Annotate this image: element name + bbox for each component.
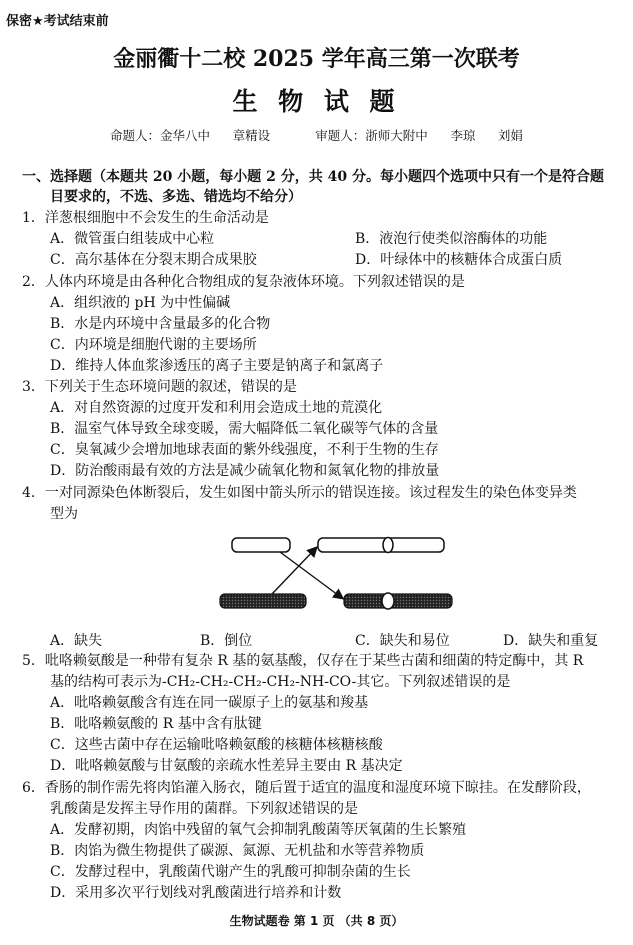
q4-stem: 4．一对同源染色体断裂后，发生如图中箭头所示的错误连接。该过程发生的染色体变异类: [22, 485, 577, 501]
arrow-up: [272, 548, 316, 594]
q3-option-a: A．对自然资源的过度开发和利用会造成土地的荒漠化: [50, 400, 383, 416]
section-heading-cont: 目要求的，不选、多选、错选均不给分）: [50, 189, 302, 205]
q4-option-b: B．倒位: [200, 633, 253, 649]
q1-option-a: A．微管蛋白组装成中心粒: [50, 231, 215, 247]
q1-stem: 1．洋葱根细胞中不会发生的生命活动是: [22, 210, 269, 226]
q5-option-d: D．吡咯赖氨酸与甘氨酸的亲疏水性差异主要由 R 基决定: [50, 758, 403, 774]
q2-stem: 2．人体内环境是由各种化合物组成的复杂液体环境。下列叙述错误的是: [22, 274, 465, 290]
lower-centromere: [382, 593, 394, 609]
q3-option-c: C．臭氧减少会增加地球表面的紫外线强度，不利于生物的生存: [50, 442, 439, 458]
q1-option-b: B．液泡行使类似溶酶体的功能: [355, 231, 548, 247]
upper-chromosome-left-fragment: [232, 538, 290, 552]
q5-option-a: A．吡咯赖氨酸含有连在同一碳原子上的氨基和羧基: [50, 695, 369, 711]
confidential-label: 保密★考试结束前: [6, 14, 109, 29]
chromosome-diagram: [210, 530, 460, 620]
section-heading: 一、选择题（本题共 20 小题，每小题 2 分，共 40 分。每小题四个选项中只有一个是符合题: [22, 169, 604, 185]
q3-option-b: B．温室气体导致全球变暖，需大幅降低二氧化碳等气体的含量: [50, 421, 439, 437]
q6-stem-cont: 乳酸菌是发挥主导作用的菌群。下列叙述错误的是: [50, 801, 358, 817]
page-subtitle: 生 物 试 题: [232, 87, 401, 116]
q4-option-c: C．缺失和易位: [355, 633, 450, 649]
q2-option-b: B．水是内环境中含量最多的化合物: [50, 316, 271, 332]
q2-option-c: C．内环境是细胞代谢的主要场所: [50, 337, 257, 353]
q6-option-d: D．采用多次平行划线对乳酸菌进行培养和计数: [50, 885, 342, 901]
q5-stem: 5．吡咯赖氨酸是一种带有复杂 R 基的氨基酸，仅存在于某些古菌和细菌的特定酶中，其 R: [22, 653, 584, 669]
q6-stem: 6．香肠的制作需先将肉馅灌入肠衣，随后置于适宜的温度和湿度环境下晾挂。在发酵阶段，: [22, 780, 591, 796]
q6-option-b: B．肉馅为微生物提供了碳源、氮源、无机盐和水等营养物质: [50, 843, 425, 859]
q2-option-d: D．维持人体血浆渗透压的离子主要是钠离子和氯离子: [50, 358, 384, 374]
lower-chromosome-left-fragment: [220, 594, 306, 608]
q1-option-d: D．叶绿体中的核糖体合成蛋白质: [355, 252, 563, 268]
page-footer: 生物试题卷 第 1 页 （共 8 页）: [229, 914, 404, 928]
lower-chromosome-right-fragment: [344, 594, 452, 608]
q4-option-d: D．缺失和重复: [503, 633, 599, 649]
q5-option-c: C．这些古菌中存在运输吡咯赖氨酸的核糖体核糖核酸: [50, 737, 383, 753]
upper-centromere: [383, 538, 393, 553]
q6-option-c: C．发酵过程中，乳酸菌代谢产生的乳酸可抑制杂菌的生长: [50, 864, 411, 880]
q6-option-a: A．发酵初期，肉馅中残留的氧气会抑制乳酸菌等厌氧菌的生长繁殖: [50, 822, 467, 838]
q5-option-b: B．吡咯赖氨酸的 R 基中含有肽键: [50, 716, 262, 732]
upper-chromosome-right-fragment: [318, 538, 444, 552]
q3-stem: 3．下列关于生态环境问题的叙述，错误的是: [22, 379, 297, 395]
q4-option-a: A．缺失: [50, 633, 103, 649]
authors-line: 命题人：金华八中 章精设 审题人：浙师大附中 李琼 刘娟: [110, 128, 523, 143]
q3-option-d: D．防治酸雨最有效的方法是减少硫氧化物和氮氧化物的排放量: [50, 463, 440, 479]
q5-stem-cont: 基的结构可表示为-CH₂-CH₂-CH₂-CH₂-NH-CO-其它。下列叙述错误的是: [50, 674, 511, 690]
q4-stem-cont: 型为: [50, 506, 78, 522]
q2-option-a: A．组织液的 pH 为中性偏碱: [50, 295, 231, 311]
q1-option-c: C．高尔基体在分裂末期合成果胶: [50, 252, 257, 268]
page-title: 金丽衢十二校 2025 学年高三第一次联考: [113, 46, 520, 72]
